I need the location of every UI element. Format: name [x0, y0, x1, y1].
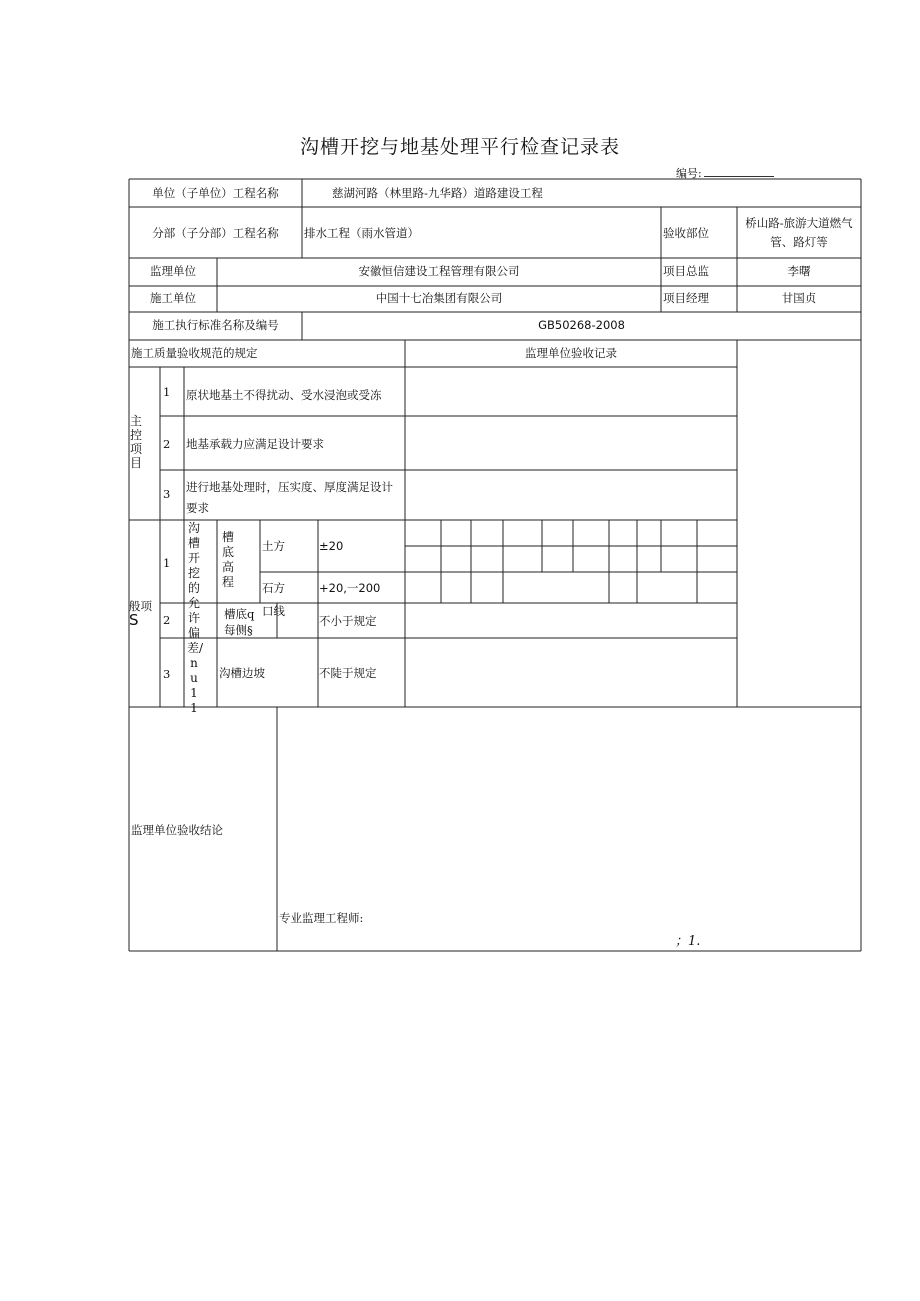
- main-item-1-text: 原状地基土不得扰动、受水浸泡或受冻: [186, 388, 382, 402]
- main-item-2-no: 2: [163, 437, 171, 451]
- supervision-unit-value: 安徽恒信建设工程管理有限公司: [358, 264, 520, 278]
- supervision-unit-label: 监理单位: [150, 264, 196, 278]
- general-item-1-no: 1: [163, 556, 171, 570]
- bottom-width-label-1: 槽底q: [224, 607, 255, 621]
- rock-label: 石方: [262, 581, 285, 595]
- chief-supervisor-label: 项目总监: [663, 264, 709, 278]
- acceptance-part-label: 验收部位: [663, 226, 709, 240]
- conclusion-label: 监理单位验收结论: [131, 823, 223, 837]
- rock-value: +20,一200: [319, 581, 381, 595]
- page-title: 沟槽开挖与地基处理平行检查记录表: [299, 136, 620, 158]
- earth-label: 土方: [262, 539, 285, 553]
- chief-supervisor-value: 李曙: [787, 264, 811, 278]
- serial-label: 编号:: [676, 167, 702, 180]
- main-item-2-text: 地基承载力应满足设计要求: [186, 437, 324, 451]
- sub-project-value: 排水工程（雨水管道）: [304, 226, 419, 240]
- general-items-label: 般项: [129, 599, 152, 613]
- construction-unit-value: 中国十七冶集团有限公司: [375, 291, 503, 305]
- standard-label: 施工执行标准名称及编号: [152, 318, 279, 332]
- acceptance-part-value: 桥山路-旅游大道燃气管、路灯等: [745, 216, 853, 249]
- spec-header: 施工质量验收规范的规定: [131, 346, 258, 360]
- main-item-3-no: 3: [163, 487, 171, 501]
- main-item-3-text: 进行地基处理时，压实度、厚度满足设计要求: [186, 480, 393, 515]
- tolerance-label: 沟槽开挖的允许偏差/nu11: [187, 521, 204, 715]
- bottom-width-label-3: 口线: [262, 604, 285, 618]
- slope-value: 不陡于规定: [319, 666, 377, 680]
- engineer-label: 专业监理工程师:: [279, 911, 364, 925]
- general-item-3-no: 3: [163, 667, 171, 681]
- bottom-width-label-2: 每侧§: [224, 623, 253, 637]
- standard-value: GB50268-2008: [538, 318, 625, 332]
- signature-mark: ；1.: [675, 934, 701, 949]
- general-items-label-2: S: [129, 611, 139, 629]
- construction-unit-label: 施工单位: [150, 291, 196, 305]
- unit-project-value: 慈湖河路（林里路-九华路）道路建设工程: [332, 186, 543, 200]
- earth-value: ±20: [319, 539, 344, 553]
- main-items-label: 主控项目: [129, 414, 142, 470]
- record-header: 监理单位验收记录: [525, 346, 617, 360]
- unit-project-label: 单位（子单位）工程名称: [152, 186, 279, 200]
- bottom-elevation-label: 槽底高程: [221, 530, 234, 589]
- sub-project-label: 分部（子分部）工程名称: [152, 226, 279, 240]
- main-item-1-no: 1: [163, 385, 171, 399]
- project-manager-value: 甘国贞: [781, 291, 817, 305]
- project-manager-label: 项目经理: [663, 291, 709, 305]
- bottom-width-value: 不小于规定: [319, 614, 377, 628]
- general-item-2-no: 2: [163, 613, 171, 627]
- slope-label: 沟槽边坡: [219, 666, 265, 680]
